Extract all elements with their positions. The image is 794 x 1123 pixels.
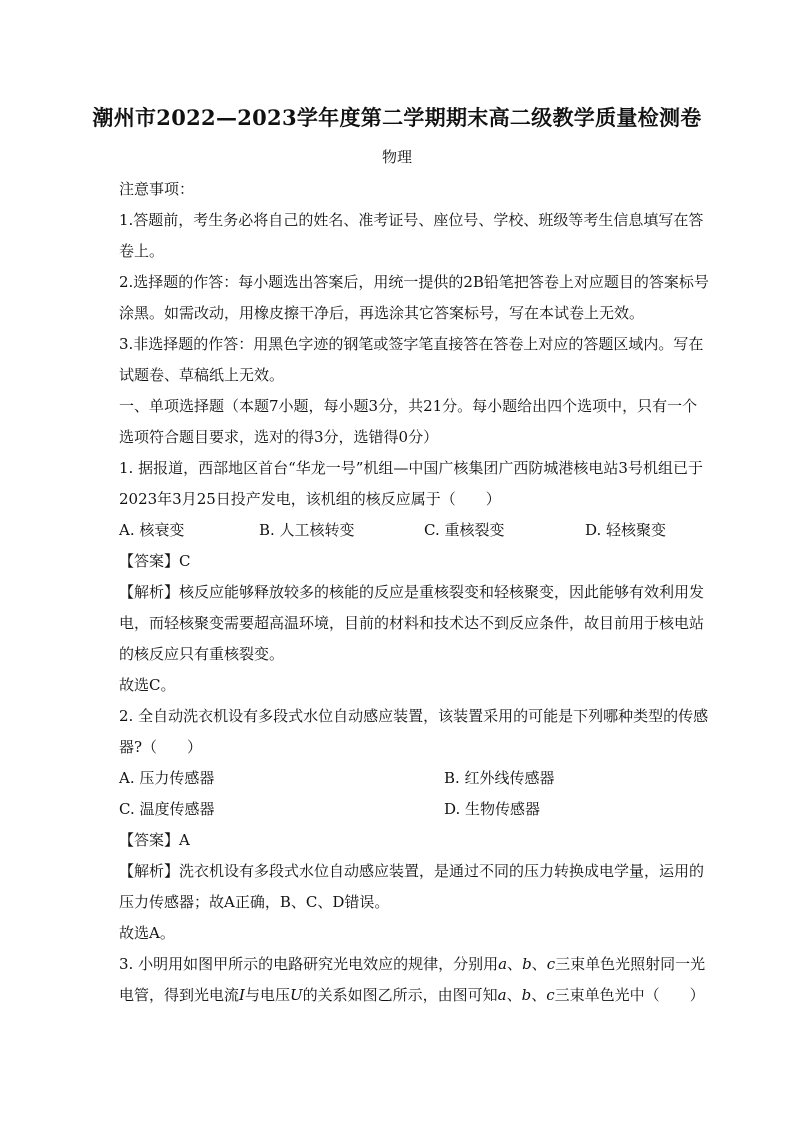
var-a: a	[498, 955, 508, 973]
q2-option-b: B. 红外线传感器	[444, 769, 555, 787]
page-title: 潮州市2022—2023学年度第二学期期末高二级教学质量检测卷	[92, 105, 702, 130]
section-heading: 选项符合题目要求，选对的得3分，选错得0分）	[119, 428, 439, 446]
section-heading: 一、单项选择题（本题7小题，每小题3分，共21分。每小题给出四个选项中，只有一个	[119, 397, 698, 415]
notice-line: 3.非选择题的作答：用黑色字迹的钢笔或签字笔直接答在答卷上对应的答题区域内。写在	[119, 335, 704, 353]
q1-option-c: C. 重核裂变	[424, 521, 505, 539]
question-3-stem	[119, 985, 705, 1005]
var-b: b	[521, 986, 532, 1004]
q1-analysis: 【解析】核反应能够释放较多的核能的反应是重核裂变和轻核聚变，因此能够有效利用发	[119, 583, 705, 601]
q2-option-d: D. 生物传感器	[444, 800, 541, 818]
question-1-stem: 2023年3月25日投产发电，该机组的核反应属于（ ）	[119, 490, 501, 508]
q3-text: 、	[507, 955, 523, 973]
q3-text: 三束单色光照射同一光	[555, 955, 706, 973]
q3-text: 电管，得到光电流	[119, 986, 240, 1004]
q2-answer: 【答案】A	[119, 831, 190, 849]
q1-option-a: A. 核衰变	[119, 521, 185, 539]
q1-answer: 【答案】C	[119, 552, 191, 570]
q3-text: 、	[506, 986, 522, 1004]
q2-option-c: C. 温度传感器	[119, 800, 215, 818]
q3-text: 、	[531, 986, 547, 1004]
q2-conclusion: 故选A。	[119, 924, 175, 942]
q1-option-b: B. 人工核转变	[259, 521, 355, 539]
question-3-stem	[119, 954, 705, 974]
question-2-stem: 2. 全自动洗衣机设有多段式水位自动感应装置，该装置采用的可能是下列哪种类型的传感	[119, 707, 709, 725]
var-c: c	[546, 986, 555, 1004]
var-u: U	[289, 986, 303, 1004]
q2-analysis: 【解析】洗衣机设有多段式水位自动感应装置，是通过不同的压力转换成电学量，运用的	[119, 862, 705, 880]
var-c: c	[546, 955, 556, 973]
notice-line: 2.选择题的作答：每小题选出答案后，用统一提供的2B铅笔把答卷上对应题目的答案标号	[119, 273, 709, 291]
notice-line: 涂黑。如需改动，用橡皮擦干净后，再选涂其它答案标号，写在本试卷上无效。	[119, 304, 645, 322]
q1-option-d: D. 轻核聚变	[585, 521, 667, 539]
notice-line: 卷上。	[119, 242, 165, 260]
q3-text: 三束单色光中（ ）	[554, 986, 705, 1004]
q2-option-a: A. 压力传感器	[119, 769, 215, 787]
question-2-stem: 器?（ ）	[119, 738, 203, 756]
q3-text: 3. 小明用如图甲所示的电路研究光电效应的规律，分别用	[119, 955, 499, 973]
q1-conclusion: 故选C。	[119, 676, 176, 694]
notice-line: 1.答题前，考生务必将自己的姓名、准考证号、座位号、学校、班级等考生信息填写在答	[119, 211, 704, 229]
q3-text: 与电压	[244, 986, 290, 1004]
q1-analysis: 的核反应只有重核裂变。	[119, 645, 285, 663]
q2-analysis: 压力传感器；故A正确，B、C、D错误。	[119, 893, 390, 911]
q3-text: 的关系如图乙所示，由图可知	[302, 986, 498, 1004]
var-i: I	[239, 986, 245, 1004]
notice-heading: 注意事项：	[119, 180, 195, 198]
var-a: a	[497, 986, 507, 1004]
subject-label: 物理	[381, 148, 412, 166]
notice-line: 试题卷、草稿纸上无效。	[119, 366, 285, 384]
q3-text: 、	[531, 955, 547, 973]
var-b: b	[522, 955, 532, 973]
q1-analysis: 电，而轻核聚变需要超高温环境，目前的材料和技术达不到反应条件，故目前用于核电站	[119, 614, 705, 632]
question-1-stem: 1. 据报道，西部地区首台“华龙一号”机组—中国广核集团广西防城港核电站3号机组已于	[119, 459, 703, 477]
